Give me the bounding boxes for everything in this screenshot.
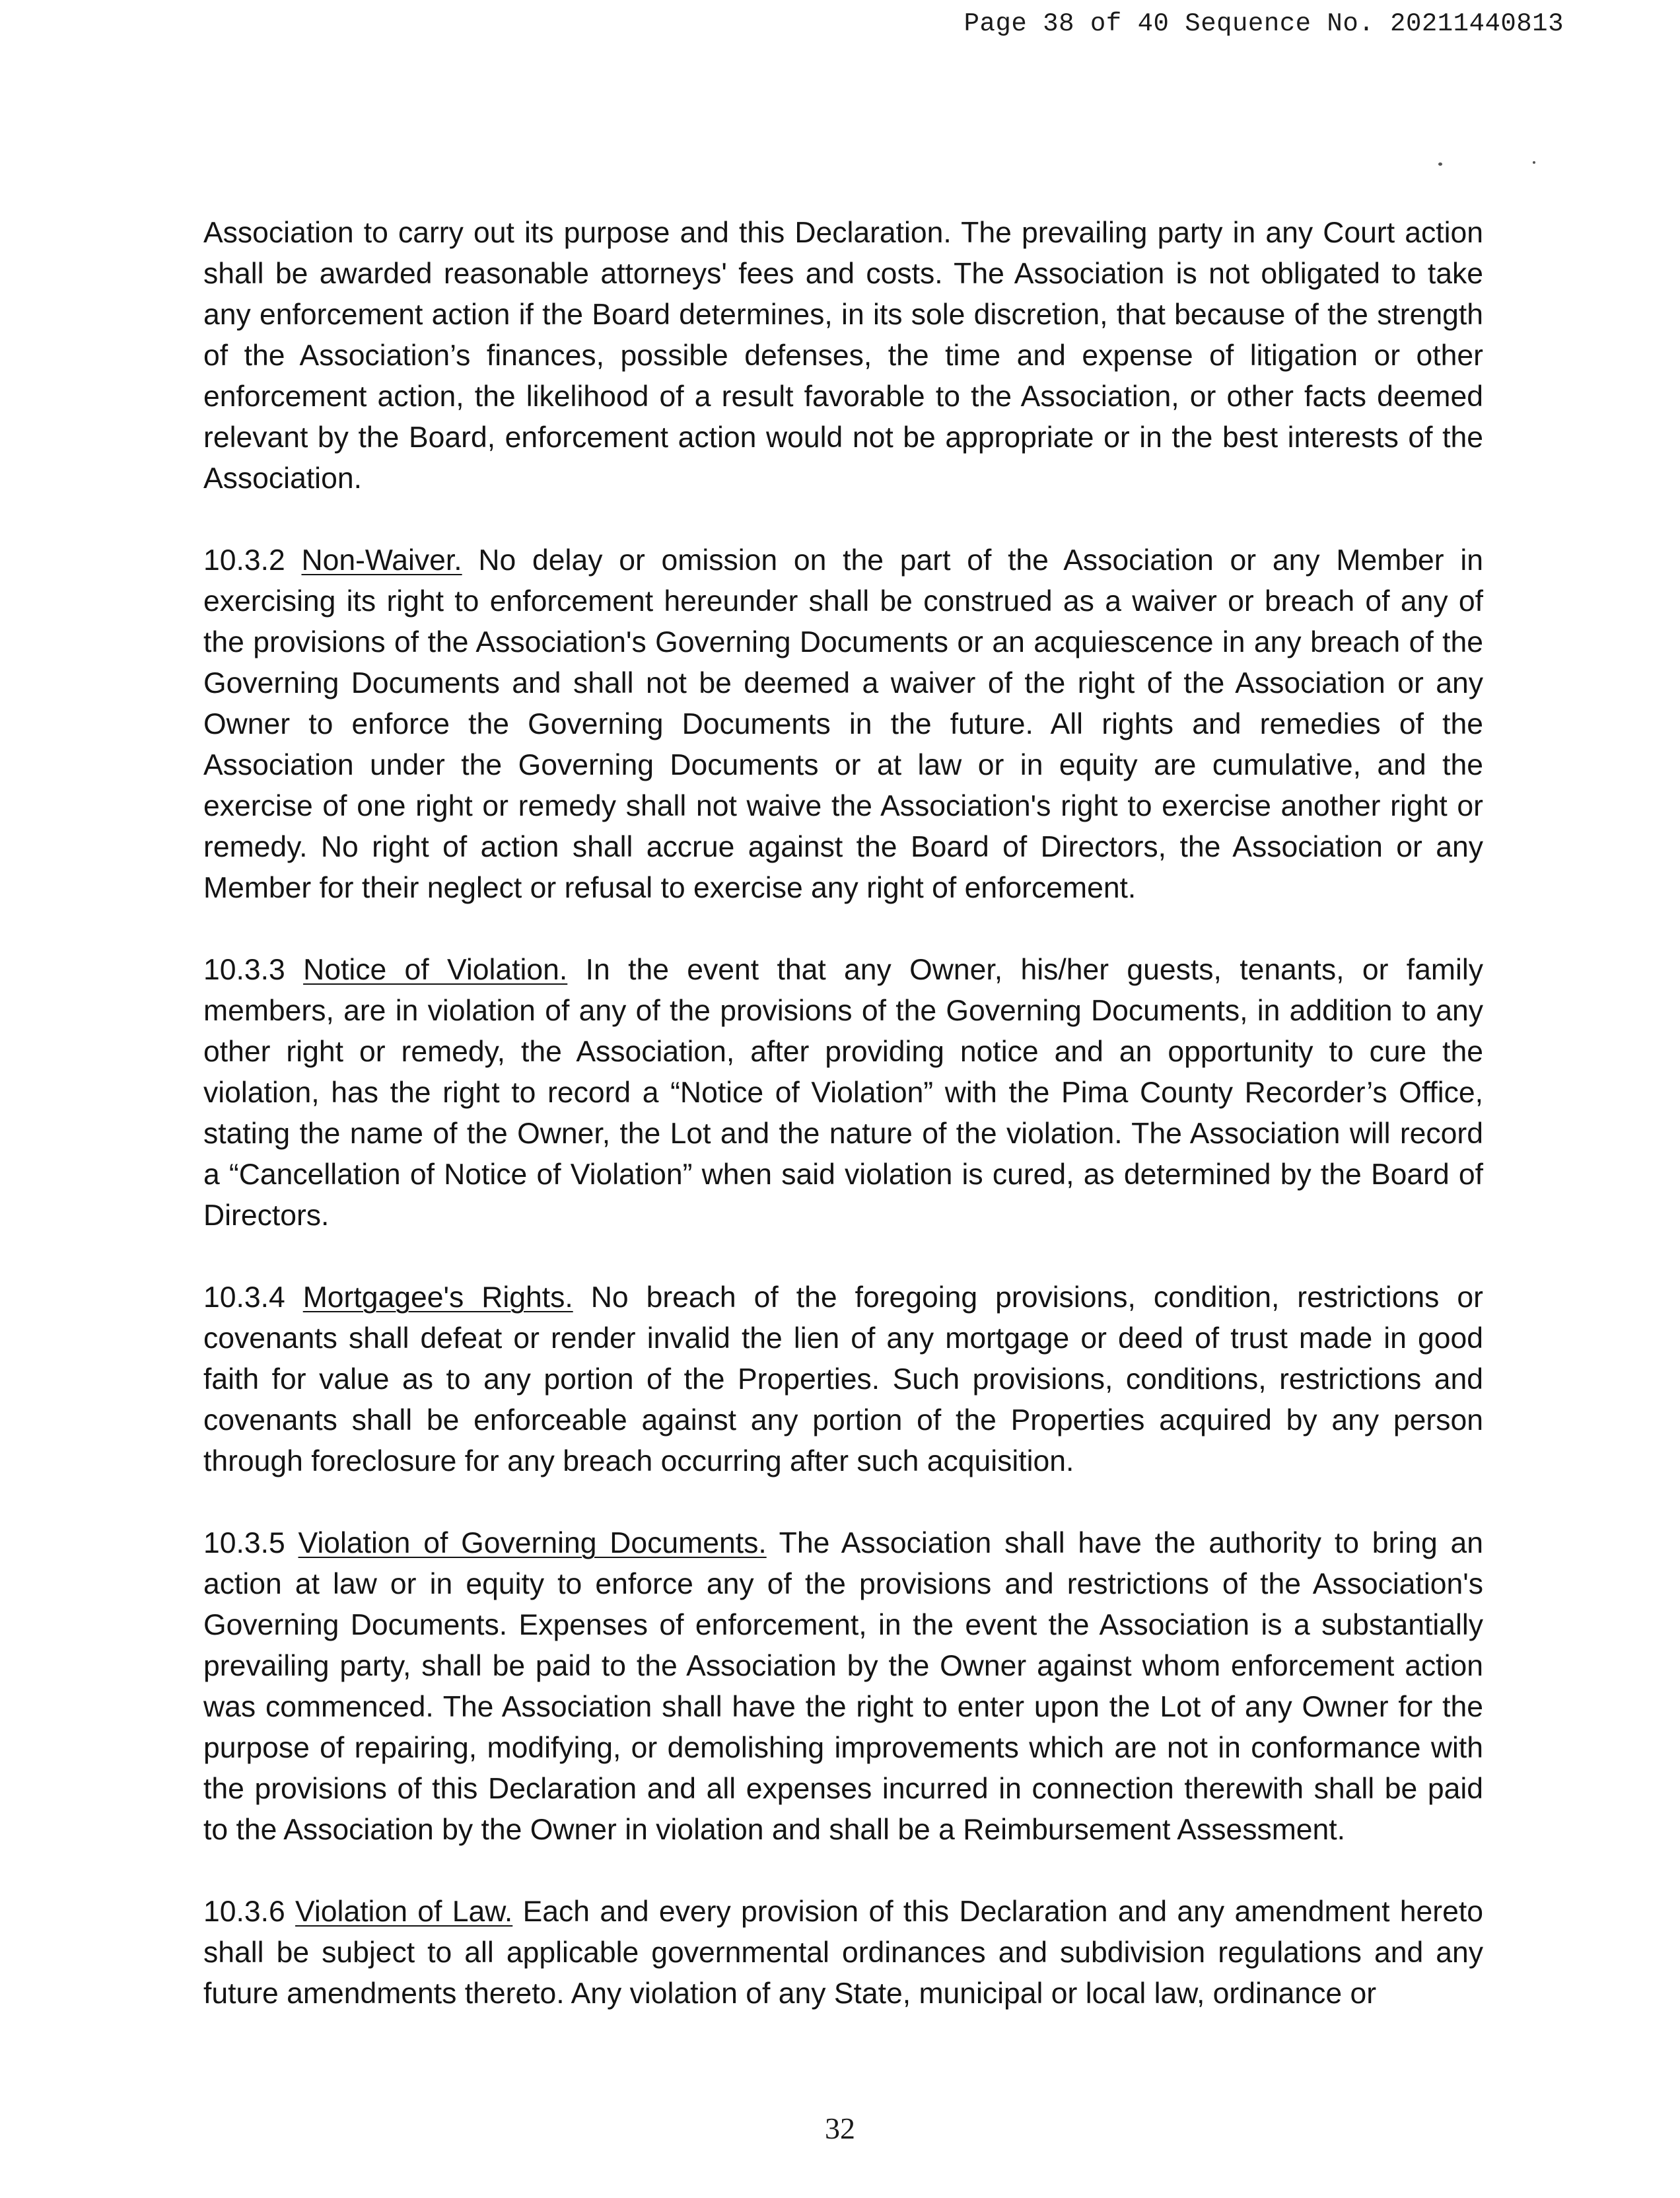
- page-number: 32: [825, 2111, 855, 2145]
- section-10-3-5: [203, 1523, 1483, 1851]
- section-text: The Association shall have the authority to bring an action at law or in equity to enforce any of the provisions and restrictions of the Association's Governing Documents. Expenses of enforcement, in the event the Association is a substantially prevailing party, shall be paid to the Association by the Owner against whom enforcement action was commenced. The Association shall have the right to enter upon the Lot of any Owner for the purpose of repairing, modifying, or demolishing improvements which are not in conformance with the provisions of this Declaration and all expenses incurred in connection therewith shall be paid to the Association by the Owner in violation and shall be a Reimbursement Assessment.: [203, 1527, 1483, 1846]
- section-number: 10.3.2: [203, 544, 302, 577]
- section-number: 10.3.3: [203, 954, 304, 986]
- section-10-3-4: [203, 1277, 1483, 1482]
- section-heading: Mortgagee's Rights.: [302, 1281, 573, 1314]
- section-number: 10.3.6: [203, 1896, 296, 1928]
- document-body: [203, 213, 1483, 2014]
- scan-speck: [1438, 162, 1442, 166]
- section-text: In the event that any Owner, his/her guests, tenants, or family members, are in violation of any of the provisions of the Governing Documents, in addition to any other right or remedy, the Association, after providing notice and an opportunity to cure the violation, has the right to record a “Notice of Violation” with the Pima County Recorder’s Office, stating the name of the Owner, the Lot and the nature of the violation. The Association will record a “Cancellation of Notice of Violation” when said violation is cured, as determined by the Board of Directors.: [203, 954, 1483, 1232]
- section-heading: Notice of Violation.: [303, 954, 568, 986]
- intro-paragraph: Association to carry out its purpose and this Declaration. The prevailing party in any Court action shall be awarded reasonable attorneys' fees and costs. The Association is not obligated to take any enforcement action if the Board determines, in its sole discretion, that because of the strength of the Association’s finances, possible defenses, the time and expense of litigation or other enforcement action, the likelihood of a result favorable to the Association, or other facts deemed relevant by the Board, enforcement action would not be appropriate or in the best interests of the Association.: [203, 217, 1483, 495]
- section-heading: Violation of Law.: [295, 1896, 513, 1928]
- section-heading: Violation of Governing Documents.: [298, 1527, 767, 1559]
- section-number: 10.3.5: [203, 1527, 298, 1559]
- section-text: Each and every provision of this Declaration and any amendment hereto shall be subject to all applicable governmental ordinances and subdivision regulations and any future amendments thereto. Any violation of any State, municipal or local law, ordinance or: [203, 1896, 1483, 2010]
- section-number: 10.3.4: [203, 1281, 303, 1314]
- recording-page-header: Page 38 of 40 Sequence No. 20211440813: [963, 9, 1564, 38]
- section-text: No delay or omission on the part of the Association or any Member in exercising its right to enforcement hereunder shall be construed as a waiver or breach of any of the provisions of the Association's Governing Documents or an acquiescence in any breach of the Governing Documents and shall not be deemed a waiver of the right of the Association or any Owner to enforce the Governing Documents in the future. All rights and remedies of the Association under the Governing Documents or at law or in equity are cumulative, and the exercise of one right or remedy shall not waive the Association's right to exercise another right or remedy. No right of action shall accrue against the Board of Directors, the Association or any Member for their neglect or refusal to exercise any right of enforcement.: [203, 544, 1483, 904]
- section-10-3-2: [203, 540, 1483, 909]
- scan-speck: [1533, 161, 1535, 164]
- section-heading: Non-Waiver.: [301, 544, 462, 577]
- section-10-3-3: [203, 950, 1483, 1236]
- section-10-3-6: [203, 1892, 1483, 2014]
- section-text: No breach of the foregoing provisions, condition, restrictions or covenants shall defeat or render invalid the lien of any mortgage or deed of trust made in good faith for value as to any portion of the Properties. Such provisions, conditions, restrictions and covenants shall be enforceable against any portion of the Properties acquired by any person through foreclosure for any breach occurring after such acquisition.: [203, 1281, 1483, 1477]
